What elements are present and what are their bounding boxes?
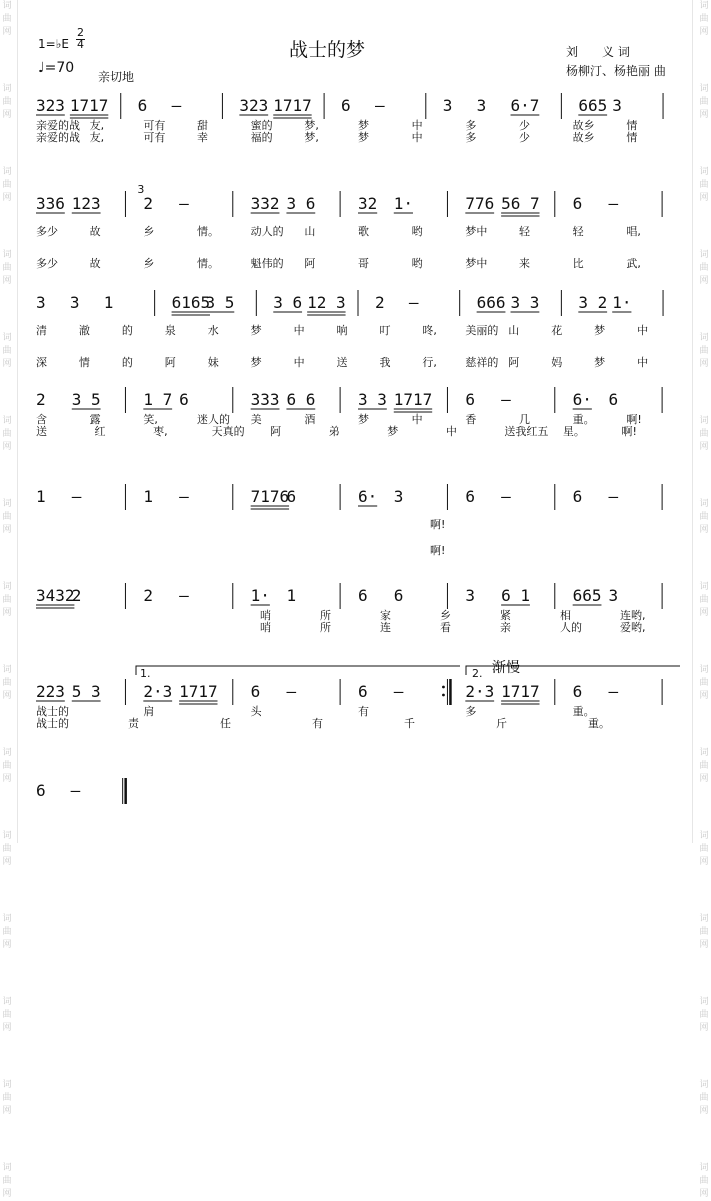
composer-credit: 杨柳汀、杨艳丽 曲 bbox=[566, 64, 666, 78]
lyric-syllable: 弟 bbox=[328, 425, 340, 438]
lyric-syllable: 多 bbox=[465, 705, 477, 718]
lyric-syllable: 看 bbox=[440, 621, 451, 634]
watermark-text: 词 曲 网 bbox=[699, 665, 709, 701]
lyric-syllable: 笑, bbox=[143, 413, 158, 426]
note-group: 3 6 bbox=[286, 194, 316, 213]
lyric-syllable: 迷人的 bbox=[197, 413, 230, 426]
note-group: – bbox=[393, 682, 404, 701]
note-group: 6 bbox=[465, 390, 475, 409]
lyric-syllable: 多 bbox=[465, 131, 477, 144]
lyric-syllable: 泉 bbox=[164, 324, 176, 337]
lyric-syllable: 故 bbox=[89, 257, 101, 270]
lyric-syllable: 中 bbox=[293, 356, 305, 369]
note-group: 1717 bbox=[179, 682, 218, 701]
watermark-text: 词 曲 网 bbox=[2, 84, 12, 120]
note-group: 1· bbox=[612, 293, 632, 312]
lyric-syllable: 可有 bbox=[143, 131, 166, 144]
note-group: 3 bbox=[608, 586, 619, 605]
note-group: 6 bbox=[572, 682, 583, 701]
lyric-syllable: 情。 bbox=[197, 257, 219, 270]
lyric-syllable: 少 bbox=[519, 119, 530, 132]
note-group: – bbox=[179, 194, 189, 213]
lyric-syllable: 哟 bbox=[411, 257, 423, 270]
note-group: – bbox=[501, 487, 511, 506]
note-group: 1 bbox=[103, 293, 114, 312]
lyric-syllable: 阿 bbox=[508, 356, 520, 369]
lyric-syllable: 情 bbox=[626, 131, 638, 144]
watermark-text: 词 曲 网 bbox=[2, 167, 12, 203]
lyric-syllable: 妹 bbox=[207, 356, 219, 369]
lyric-syllable: 我 bbox=[379, 356, 391, 369]
lyric-syllable: 美 bbox=[250, 413, 262, 426]
lyric-syllable: 重。 bbox=[572, 705, 595, 718]
note-group: 1· bbox=[393, 194, 414, 213]
watermark-text: 词 曲 网 bbox=[2, 1, 12, 37]
lyric-syllable: 有 bbox=[358, 705, 369, 718]
note-group: 3 bbox=[36, 293, 46, 312]
note-group: 1 bbox=[36, 487, 46, 506]
lyric-syllable: 响 bbox=[336, 324, 348, 337]
note-group: 2 bbox=[143, 194, 153, 213]
note-group: – bbox=[179, 487, 189, 506]
note-group: – bbox=[374, 96, 385, 115]
lyric-syllable: 星。 bbox=[562, 425, 585, 438]
note-group: 665 bbox=[572, 586, 602, 605]
note-group: 1717 bbox=[393, 390, 433, 409]
lyric-syllable: 梦 bbox=[594, 324, 606, 337]
lyric-syllable: 阿 bbox=[164, 356, 176, 369]
lyric-syllable: 爱哟, bbox=[620, 621, 646, 634]
lyric-syllable: 梦中 bbox=[465, 225, 488, 238]
note-group: 6·7 bbox=[510, 96, 540, 115]
lyric-syllable: 叮 bbox=[379, 324, 391, 337]
note-group: 6 bbox=[358, 682, 368, 701]
lyric-syllable: 中 bbox=[445, 425, 457, 438]
watermark-text: 词 曲 网 bbox=[2, 499, 12, 535]
lyric-syllable: 友, bbox=[89, 119, 105, 132]
lyric-syllable: 友, bbox=[89, 131, 105, 144]
lyric-syllable: 亲 bbox=[500, 621, 511, 634]
note-group: 6 bbox=[341, 96, 351, 115]
lyric-syllable: 啊! bbox=[430, 518, 446, 531]
lyric-syllable: 香 bbox=[465, 413, 477, 426]
lyric-syllable: 阿 bbox=[304, 257, 316, 270]
note-group: 2 bbox=[36, 390, 46, 409]
lyric-syllable: 唱, bbox=[626, 225, 641, 238]
note-group: 6 1 bbox=[501, 586, 531, 605]
lyric-syllable: 故 bbox=[89, 225, 101, 238]
lyric-syllable: 多少 bbox=[36, 257, 58, 270]
lyric-syllable: 情。 bbox=[197, 225, 219, 238]
note-group: 666 bbox=[476, 293, 506, 312]
watermark-text: 词 曲 网 bbox=[699, 333, 709, 369]
lyric-syllable: 啊! bbox=[430, 544, 446, 557]
lyric-syllable: 梦 bbox=[387, 425, 399, 438]
lyric-syllable: 蜜的 bbox=[250, 119, 273, 132]
lyric-syllable: 连哟, bbox=[620, 609, 646, 622]
lyric-syllable: 乡 bbox=[440, 609, 451, 622]
lyric-syllable: 行, bbox=[422, 356, 437, 369]
lyric-syllable: 多 bbox=[465, 119, 477, 132]
lyric-syllable: 甜 bbox=[197, 119, 208, 132]
note-group: – bbox=[501, 390, 511, 409]
lyric-syllable: 武, bbox=[626, 257, 641, 270]
volta-bracket-1 bbox=[136, 666, 460, 675]
note-group: 6 bbox=[608, 390, 619, 409]
lyric-syllable: 梦 bbox=[358, 413, 369, 426]
watermark-text: 词 曲 网 bbox=[699, 997, 709, 1033]
lyric-syllable: 几 bbox=[519, 413, 530, 426]
lyric-syllable: 中 bbox=[637, 324, 649, 337]
watermark-text: 词 曲 网 bbox=[699, 499, 709, 535]
note-group: 776 bbox=[465, 194, 495, 213]
lyric-syllable: 美丽的 bbox=[465, 324, 499, 337]
lyric-syllable: 所 bbox=[320, 609, 331, 622]
lyric-syllable: 紧 bbox=[500, 609, 511, 622]
lyric-syllable: 山 bbox=[508, 324, 520, 337]
note-group: 6· bbox=[358, 487, 378, 506]
lyric-syllable: 含 bbox=[36, 413, 47, 426]
note-group: – bbox=[286, 682, 297, 701]
note-group: 6 bbox=[465, 487, 475, 506]
watermark-text: 词 曲 网 bbox=[699, 582, 709, 618]
lyric-syllable: 多少 bbox=[36, 225, 58, 238]
watermark-text: 词 曲 网 bbox=[699, 1163, 709, 1199]
lyric-syllable: 家 bbox=[380, 609, 391, 622]
note-group: 56 7 bbox=[501, 194, 540, 213]
lyric-syllable: 战士的 bbox=[36, 705, 69, 718]
note-group: 2 bbox=[374, 293, 385, 312]
lyric-syllable: 有 bbox=[312, 717, 323, 730]
lyric-syllable: 头 bbox=[250, 705, 262, 718]
lyric-syllable: 梦, bbox=[304, 131, 319, 144]
note-group: 32 bbox=[358, 194, 378, 213]
note-group: – bbox=[408, 293, 419, 312]
watermark-text: 词 曲 网 bbox=[2, 333, 12, 369]
lyric-syllable: 梦 bbox=[358, 131, 369, 144]
note-group: 2·3 bbox=[143, 682, 173, 701]
watermark-text: 词 曲 网 bbox=[2, 997, 12, 1033]
note-group: – bbox=[71, 487, 82, 506]
ritardando-marking: 渐慢 bbox=[492, 660, 520, 676]
note-group: 3 2 bbox=[578, 293, 608, 312]
lyric-syllable: 中 bbox=[637, 356, 649, 369]
note-group: 3 3 bbox=[510, 293, 540, 312]
note-group: 6 bbox=[572, 194, 583, 213]
lyric-syllable: 人的 bbox=[560, 621, 582, 634]
note-group: 3 6 bbox=[273, 293, 303, 312]
lyric-syllable: 梦中 bbox=[465, 257, 488, 270]
repeat-dot bbox=[442, 694, 445, 697]
lyric-syllable: 清 bbox=[36, 324, 47, 337]
time-signature-top: 2 bbox=[77, 26, 84, 39]
watermark-text: 词 曲 网 bbox=[699, 831, 709, 867]
watermark-text: 词 曲 网 bbox=[2, 416, 12, 452]
lyric-syllable: 轻 bbox=[572, 225, 584, 238]
note-group: 1· bbox=[250, 586, 270, 605]
note-group: 123 bbox=[71, 194, 101, 213]
key-signature: 1=♭E bbox=[38, 37, 69, 51]
note-group: 323 bbox=[36, 96, 65, 115]
lyric-syllable: 枣, bbox=[153, 425, 168, 438]
note-group: 3 3 bbox=[358, 390, 387, 409]
watermark-text: 词 曲 网 bbox=[2, 665, 12, 701]
watermark-text: 词 曲 网 bbox=[699, 416, 709, 452]
lyric-syllable: 故乡 bbox=[572, 119, 595, 132]
note-group: 323 bbox=[239, 96, 269, 115]
note-group: – bbox=[70, 781, 81, 800]
lyric-syllable: 哨 bbox=[260, 609, 271, 622]
lyric-syllable: 红 bbox=[94, 425, 106, 438]
lyric-syllable: 责 bbox=[128, 717, 139, 730]
lyric-syllable: 啊! bbox=[621, 425, 637, 438]
lyric-syllable: 相 bbox=[560, 609, 571, 622]
lyric-syllable: 梦 bbox=[250, 356, 262, 369]
lyric-syllable: 魁伟的 bbox=[250, 257, 284, 270]
lyric-syllable: 幸 bbox=[197, 131, 208, 144]
lyric-syllable: 所 bbox=[320, 621, 331, 634]
watermark-text: 词 曲 网 bbox=[2, 1163, 12, 1199]
lyric-syllable: 任 bbox=[220, 717, 231, 730]
lyric-syllable: 亲爱的战 bbox=[36, 131, 80, 144]
watermark-text: 词 曲 网 bbox=[699, 167, 709, 203]
lyric-syllable: 肩 bbox=[143, 705, 155, 718]
note-group: 1 7 bbox=[143, 390, 173, 409]
lyric-syllable: 比 bbox=[572, 257, 584, 270]
lyric-syllable: 少 bbox=[519, 131, 530, 144]
watermark-text: 词 曲 网 bbox=[2, 831, 12, 867]
note-group: – bbox=[171, 96, 182, 115]
note-group: 3 bbox=[465, 586, 475, 605]
lyric-syllable: 斤 bbox=[496, 717, 507, 730]
note-group: 6 bbox=[250, 682, 261, 701]
lyric-syllable: 哥 bbox=[358, 257, 369, 270]
note-group: 2 bbox=[143, 586, 153, 605]
lyric-syllable: 故乡 bbox=[572, 131, 595, 144]
note-group: 6 bbox=[286, 487, 297, 506]
lyric-syllable: 的 bbox=[121, 356, 133, 369]
lyric-syllable: 慈祥的 bbox=[465, 356, 499, 369]
note-group: – bbox=[608, 194, 619, 213]
lyric-syllable: 妈 bbox=[551, 356, 563, 369]
grace-note: 3 bbox=[137, 183, 145, 196]
note-group: 5 3 bbox=[71, 682, 101, 701]
note-group: 223 bbox=[36, 682, 65, 701]
lyric-syllable: 梦 bbox=[250, 324, 262, 337]
lyric-syllable: 花 bbox=[551, 324, 563, 337]
note-group: 6 6 bbox=[286, 390, 316, 409]
note-group: 12 3 bbox=[307, 293, 346, 312]
time-signature-bottom: 4 bbox=[77, 38, 84, 51]
lyric-syllable: 亲爱的战 bbox=[36, 119, 80, 132]
lyric-syllable: 可有 bbox=[143, 119, 166, 132]
song-title: 战士的梦 bbox=[289, 39, 366, 61]
repeat-dot bbox=[442, 686, 445, 689]
note-group: – bbox=[608, 487, 619, 506]
lyric-syllable: 啊! bbox=[626, 413, 642, 426]
lyric-syllable: 福的 bbox=[250, 131, 273, 144]
lyric-syllable: 战士的 bbox=[36, 717, 69, 730]
lyric-syllable: 送我红五 bbox=[504, 425, 549, 438]
lyric-syllable: 哨 bbox=[260, 621, 271, 634]
lyric-syllable: 重。 bbox=[588, 717, 610, 730]
lyric-syllable: 咚, bbox=[422, 324, 437, 337]
note-group: 3 5 bbox=[71, 390, 101, 409]
lyric-syllable: 澈 bbox=[78, 324, 90, 337]
note-group: 3 bbox=[393, 487, 404, 506]
lyric-syllable: 重。 bbox=[572, 413, 595, 426]
lyric-syllable: 连 bbox=[380, 621, 391, 634]
note-group: 665 bbox=[578, 96, 608, 115]
note-group: 6· bbox=[572, 390, 592, 409]
watermark-text: 词 曲 网 bbox=[2, 914, 12, 950]
note-group: 3432 bbox=[36, 586, 75, 605]
lyric-syllable: 哟 bbox=[411, 225, 423, 238]
note-group: 7176 bbox=[250, 487, 290, 506]
note-group: 336 bbox=[36, 194, 65, 213]
lyric-syllable: 送 bbox=[36, 425, 47, 438]
lyric-syllable: 中 bbox=[411, 119, 423, 132]
lyric-syllable: 的 bbox=[121, 324, 133, 337]
expression-marking: 亲切地 bbox=[98, 70, 135, 84]
note-group: 3 bbox=[69, 293, 80, 312]
note-group: 3 bbox=[476, 96, 487, 115]
lyric-syllable: 阿 bbox=[270, 425, 282, 438]
lyric-syllable: 天真的 bbox=[211, 425, 245, 438]
watermark-text: 词 曲 网 bbox=[699, 748, 709, 784]
lyric-syllable: 中 bbox=[411, 131, 423, 144]
lyric-syllable: 情 bbox=[78, 356, 90, 369]
lyric-syllable: 轻 bbox=[519, 225, 530, 238]
note-group: 2·3 bbox=[465, 682, 495, 701]
volta-1-label: 1. bbox=[140, 667, 151, 680]
note-group: – bbox=[608, 682, 619, 701]
volta-2-label: 2. bbox=[472, 667, 483, 680]
note-group: 6 bbox=[393, 586, 404, 605]
note-group: 3 bbox=[442, 96, 453, 115]
lyric-syllable: 情 bbox=[626, 119, 638, 132]
tempo-marking: ♩=70 bbox=[38, 60, 75, 76]
watermark-text: 词 曲 网 bbox=[699, 1080, 709, 1116]
lyric-syllable: 酒 bbox=[304, 413, 316, 426]
watermark-text: 词 曲 网 bbox=[2, 250, 12, 286]
note-group: 1717 bbox=[273, 96, 312, 115]
lyric-syllable: 梦 bbox=[594, 356, 606, 369]
watermark-text: 词 曲 网 bbox=[699, 250, 709, 286]
note-group: 1 bbox=[143, 487, 153, 506]
lyricist-credit: 刘 义 词 bbox=[566, 45, 630, 59]
watermark-text: 词 曲 网 bbox=[2, 748, 12, 784]
note-group: 332 bbox=[250, 194, 280, 213]
watermark-text: 词 曲 网 bbox=[2, 1080, 12, 1116]
watermark-text: 词 曲 网 bbox=[2, 582, 12, 618]
note-group: 1 bbox=[286, 586, 297, 605]
note-group: 6 bbox=[572, 487, 583, 506]
note-group: 6 bbox=[137, 96, 148, 115]
note-group: 6 bbox=[179, 390, 189, 409]
lyric-syllable: 深 bbox=[36, 356, 47, 369]
lyric-syllable: 中 bbox=[411, 413, 423, 426]
note-group: 1717 bbox=[501, 682, 540, 701]
lyric-syllable: 来 bbox=[519, 257, 530, 270]
lyric-syllable: 梦, bbox=[304, 119, 319, 132]
watermark-text: 词 曲 网 bbox=[699, 84, 709, 120]
note-group: 1717 bbox=[69, 96, 109, 115]
note-group: 3 5 bbox=[205, 293, 235, 312]
note-group: – bbox=[179, 586, 189, 605]
lyric-syllable: 送 bbox=[336, 356, 348, 369]
lyric-syllable: 乡 bbox=[143, 257, 155, 270]
note-group: 6165 bbox=[171, 293, 211, 312]
lyric-syllable: 乡 bbox=[143, 225, 155, 238]
lyric-syllable: 水 bbox=[207, 324, 219, 337]
note-group: 2 bbox=[71, 586, 82, 605]
note-group: 6 bbox=[36, 781, 46, 800]
note-group: 6 bbox=[358, 586, 368, 605]
lyric-syllable: 千 bbox=[404, 717, 415, 730]
watermark-text: 词 曲 网 bbox=[699, 1, 709, 37]
watermark-text: 词 曲 网 bbox=[699, 914, 709, 950]
note-group: 333 bbox=[250, 390, 280, 409]
lyric-syllable: 山 bbox=[304, 225, 316, 238]
note-group: 3 bbox=[612, 96, 622, 115]
lyric-syllable: 动人的 bbox=[250, 225, 284, 238]
lyric-syllable: 中 bbox=[293, 324, 305, 337]
lyric-syllable: 歌 bbox=[358, 225, 369, 238]
lyric-syllable: 梦 bbox=[358, 119, 369, 132]
lyric-syllable: 露 bbox=[89, 413, 101, 426]
